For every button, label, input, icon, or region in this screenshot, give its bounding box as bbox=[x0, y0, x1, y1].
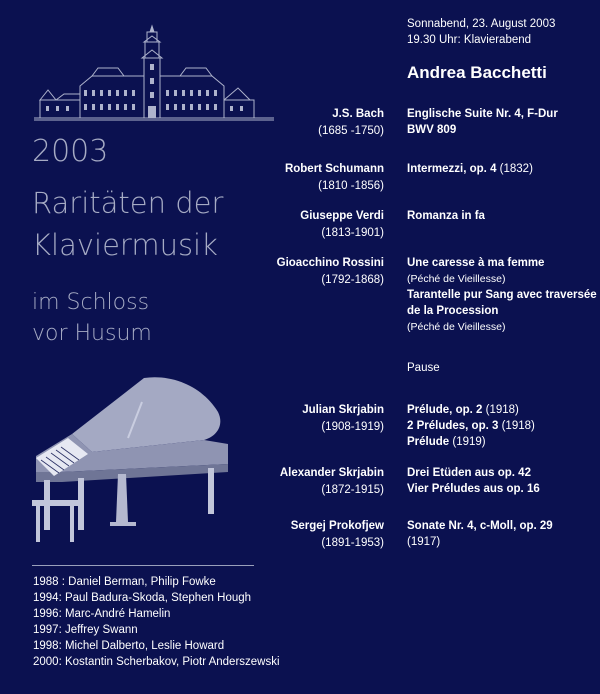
event-date: Sonnabend, 23. August 2003 bbox=[407, 18, 556, 30]
grand-piano-illustration bbox=[32, 372, 232, 552]
work-title: Drei Etüden aus op. 42 bbox=[407, 467, 531, 479]
season-year: 2003 bbox=[32, 134, 109, 169]
composer-name: Robert Schumann bbox=[284, 163, 384, 175]
past-performers-item: 2000: Kostantin Scherbakov, Piotr Anderszewski bbox=[33, 656, 280, 668]
work-title: Romanza in fa bbox=[407, 210, 485, 222]
work-note: (Péché de Vieillesse) bbox=[407, 321, 506, 333]
composer-name: Julian Skrjabin bbox=[302, 404, 384, 416]
work-title: Tarantelle pur Sang avec traversée bbox=[407, 289, 597, 301]
composer-dates: (1810 -1856) bbox=[318, 180, 384, 192]
composer-entry bbox=[291, 518, 384, 552]
divider-line bbox=[32, 565, 254, 566]
work-title: Prélude, op. 2 bbox=[407, 404, 483, 416]
work-list bbox=[407, 161, 597, 177]
work-title: 2 Préludes, op. 3 bbox=[407, 420, 499, 432]
work-year: (1918) bbox=[498, 420, 535, 432]
composer-dates: (1792-1868) bbox=[321, 274, 384, 286]
castle-illustration bbox=[34, 24, 274, 126]
work-year: (1917) bbox=[407, 536, 441, 548]
composer-dates: (1891-1953) bbox=[321, 537, 384, 549]
past-performers-list bbox=[33, 574, 293, 670]
composer-name: Giuseppe Verdi bbox=[300, 210, 384, 222]
past-performers-item: 1996: Marc-André Hamelin bbox=[33, 608, 171, 620]
work-note: (Péché de Vieillesse) bbox=[407, 273, 506, 285]
work-list bbox=[407, 106, 597, 138]
composer-dates: (1685 -1750) bbox=[318, 125, 384, 137]
past-performers-item: 1998: Michel Dalberto, Leslie Howard bbox=[33, 640, 225, 652]
work-title: Vier Préludes aus op. 16 bbox=[407, 483, 540, 495]
work-title: Intermezzi, op. 4 bbox=[407, 163, 497, 175]
composer-name: Alexander Skrjabin bbox=[279, 467, 384, 479]
venue-line-1: im Schloss bbox=[32, 290, 150, 315]
venue-line-2: vor Husum bbox=[32, 321, 152, 346]
work-list bbox=[407, 255, 597, 335]
past-performers-item: 1988 : Daniel Berman, Philip Fowke bbox=[33, 576, 216, 588]
composer-name: J.S. Bach bbox=[332, 108, 384, 120]
work-title: Englische Suite Nr. 4, F-Dur bbox=[407, 108, 558, 120]
work-title: Sonate Nr. 4, c-Moll, op. 29 bbox=[407, 520, 553, 532]
composer-dates: (1908-1919) bbox=[321, 421, 384, 433]
composer-name: Sergej Prokofjew bbox=[290, 520, 384, 532]
intermission-label: Pause bbox=[407, 362, 440, 374]
series-title-line-1: Raritäten der bbox=[32, 186, 224, 220]
composer-name: Gioacchino Rossini bbox=[276, 257, 384, 269]
work-year: (1832) bbox=[496, 163, 533, 175]
composer-entry bbox=[277, 255, 384, 289]
work-title: Une caresse à ma femme bbox=[407, 257, 545, 269]
composer-entry bbox=[318, 106, 384, 140]
composer-dates: (1813-1901) bbox=[321, 227, 384, 239]
composer-dates: (1872-1915) bbox=[321, 484, 384, 496]
composer-entry bbox=[280, 465, 384, 499]
work-title: BWV 809 bbox=[407, 124, 457, 136]
work-list bbox=[407, 465, 597, 497]
composer-entry bbox=[300, 208, 384, 242]
performer-name: Andrea Bacchetti bbox=[407, 63, 547, 82]
past-performers-item: 1997: Jeffrey Swann bbox=[33, 624, 138, 636]
work-title: de la Procession bbox=[407, 305, 499, 317]
work-list bbox=[407, 402, 597, 450]
work-year: (1919) bbox=[449, 436, 486, 448]
composer-entry bbox=[302, 402, 384, 436]
past-performers-item: 1994: Paul Badura-Skoda, Stephen Hough bbox=[33, 592, 252, 604]
work-list bbox=[407, 518, 597, 550]
composer-entry bbox=[285, 161, 384, 195]
event-time: 19.30 Uhr: Klavierabend bbox=[407, 34, 532, 46]
work-year: (1918) bbox=[482, 404, 519, 416]
work-title: Prélude bbox=[407, 436, 450, 448]
series-title-line-2: Klaviermusik bbox=[32, 228, 218, 262]
work-list bbox=[407, 208, 597, 224]
